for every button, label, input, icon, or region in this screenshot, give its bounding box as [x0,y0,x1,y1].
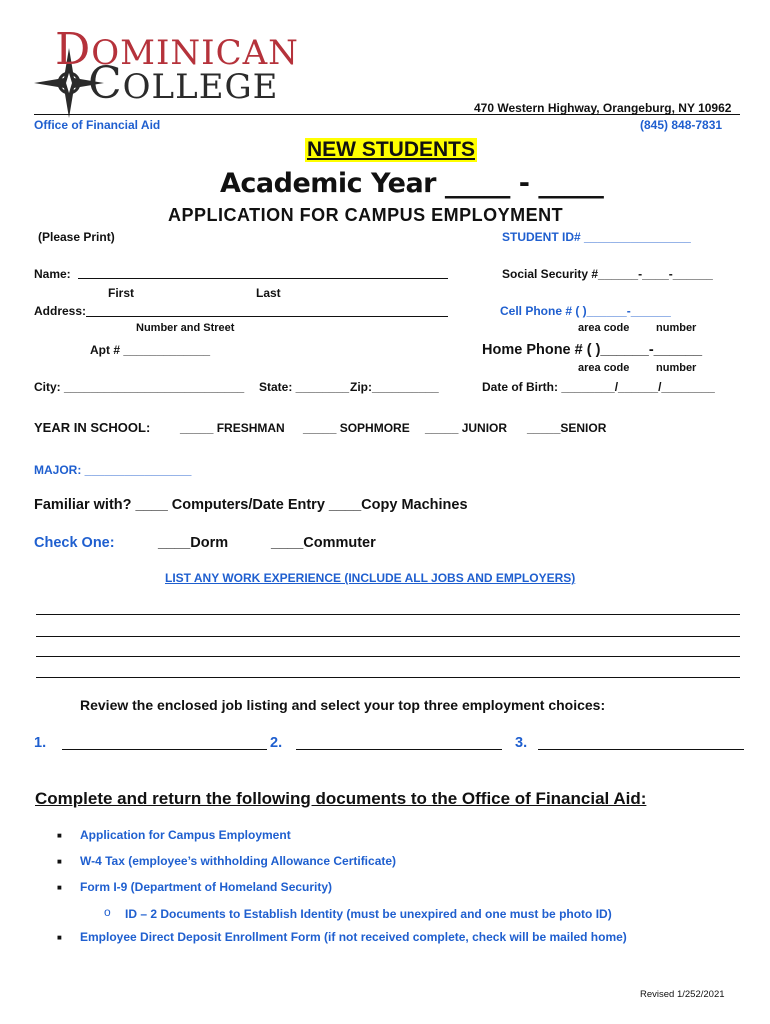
office-phone: (845) 848-7831 [640,118,723,132]
bullet-icon: ■ [57,831,62,840]
choice-3-field[interactable] [538,749,744,750]
application-title: APPLICATION FOR CAMPUS EMPLOYMENT [168,205,564,225]
home-number-caption: number [656,362,697,374]
cell-number-caption: number [656,322,697,334]
work-experience-heading: LIST ANY WORK EXPERIENCE (INCLUDE ALL JOBS AND EMPLOYERS) [165,571,576,585]
cell-area-code-caption: area code [578,322,630,334]
header-rule [34,114,740,115]
bullet-icon: ■ [57,857,62,866]
junior-option[interactable]: _____ JUNIOR [425,421,508,435]
choice-2-field[interactable] [296,749,502,750]
work-experience-line[interactable] [36,614,740,615]
name-label: Name: [34,267,71,281]
document-item: Employee Direct Deposit Enrollment Form (if not received complete, check will be mailed home) [80,930,627,944]
please-print: (Please Print) [38,230,115,244]
number-street-caption: Number and Street [136,322,235,334]
state-field[interactable]: State: ________ [259,380,350,394]
academic-year: Academic Year _____ - _____ [220,168,604,199]
choice-2-label: 2. [270,735,283,751]
bullet-icon: ■ [57,883,62,892]
check-one-label: Check One: [34,535,115,551]
document-item: ID – 2 Documents to Establish Identity (must be unexpired and one must be photo ID) [125,907,612,921]
choice-3-label: 3. [515,735,528,751]
senior-option[interactable]: _____SENIOR [527,421,607,435]
work-experience-line[interactable] [36,636,740,637]
revised-date: Revised 1/252/2021 [640,989,725,1000]
logo-college: COLLEGE [88,58,279,109]
document-item: Application for Campus Employment [80,828,291,842]
city-field[interactable]: City: ___________________________ [34,380,245,394]
logo-dominican: DOMINICAN [55,24,299,75]
first-caption: First [108,286,135,300]
commuter-option[interactable]: ____Commuter [271,535,376,551]
ssn-field[interactable]: Social Security #______-____-______ [502,267,713,281]
office-name: Office of Financial Aid [34,118,161,132]
home-area-code-caption: area code [578,362,630,374]
last-caption: Last [256,286,281,300]
sophomore-option[interactable]: _____ SOPHMORE [303,421,410,435]
year-in-school-label: YEAR IN SCHOOL: [34,420,151,435]
sub-bullet-icon: o [104,905,111,919]
bullet-icon: ■ [57,933,62,942]
address-field[interactable] [86,316,448,317]
choice-1-label: 1. [34,735,47,751]
home-phone-field[interactable]: Home Phone # ( )______-______ [482,342,703,358]
dorm-option[interactable]: ____Dorm [158,535,229,551]
new-students-banner: NEW STUDENTS [307,138,475,161]
familiar-with[interactable]: Familiar with? ____ Computers/Date Entry ____Copy Machines [34,497,468,513]
work-experience-line[interactable] [36,677,740,678]
student-id-field[interactable]: STUDENT ID# ________________ [502,230,691,244]
review-instructions: Review the enclosed job listing and select your top three employment choices: [80,697,606,713]
document-item: Form I-9 (Department of Homeland Security) [80,880,333,894]
document-item: W-4 Tax (employee’s withholding Allowance Certificate) [80,854,397,868]
zip-field[interactable]: Zip:__________ [350,380,439,394]
college-address: 470 Western Highway, Orangeburg, NY 10962 [474,101,732,115]
address-label: Address: [34,304,87,318]
work-experience-line[interactable] [36,656,740,657]
cell-phone-field[interactable]: Cell Phone # ( )______-______ [500,304,671,318]
major-field[interactable]: MAJOR: ________________ [34,463,192,477]
apt-field[interactable]: Apt # _____________ [90,343,211,357]
choice-1-field[interactable] [62,749,267,750]
freshman-option[interactable]: _____ FRESHMAN [180,421,285,435]
documents-heading: Complete and return the following documents to the Office of Financial Aid: [35,789,647,808]
name-field[interactable] [78,278,448,279]
dob-field[interactable]: Date of Birth: ________/______/________ [482,380,715,394]
